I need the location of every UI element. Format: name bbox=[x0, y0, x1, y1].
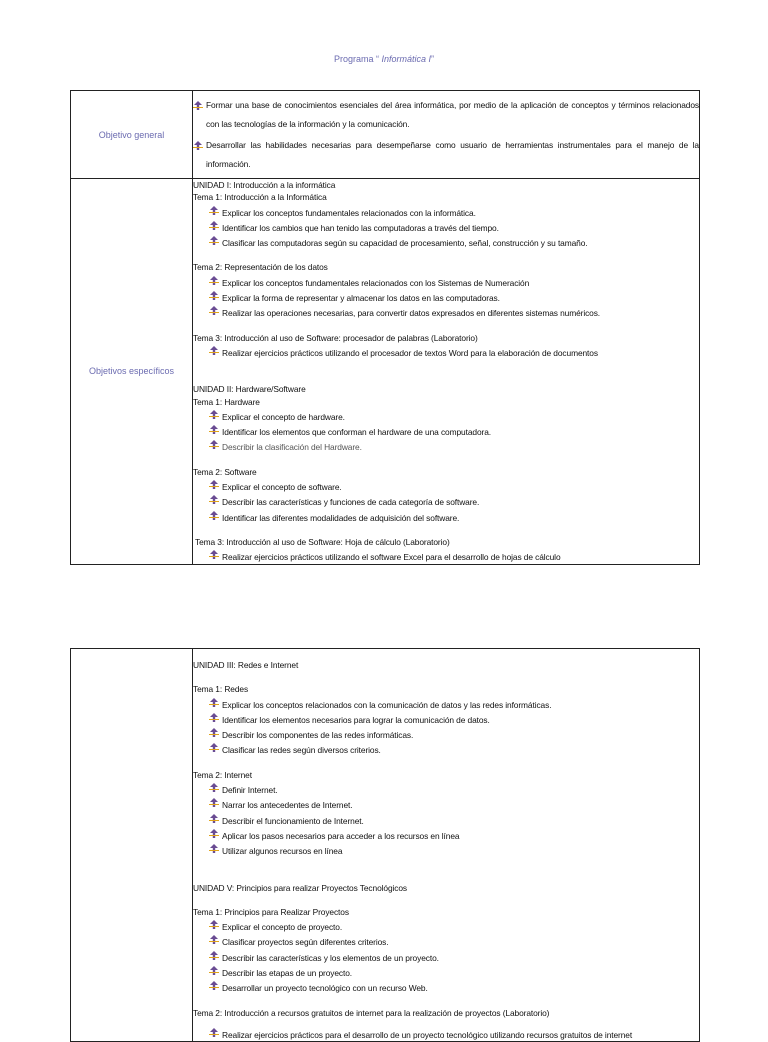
arrow-bullet-icon bbox=[209, 812, 222, 824]
arrow-bullet-icon bbox=[209, 493, 222, 505]
arrow-bullet-icon bbox=[209, 827, 222, 839]
list-item: Explicar los conceptos relacionados con la comunicación de datos y las redes informáticas. bbox=[209, 696, 699, 711]
general-objective-label: Objetivo general bbox=[71, 91, 193, 179]
arrow-bullet-icon bbox=[209, 1026, 222, 1038]
arrow-bullet-icon bbox=[209, 344, 222, 356]
topic bbox=[193, 466, 699, 524]
program-title: Informática I bbox=[381, 54, 432, 64]
arrow-bullet-icon bbox=[209, 509, 222, 521]
topic bbox=[193, 332, 699, 360]
arrow-bullet-icon bbox=[209, 204, 222, 216]
list-item: Describir las características y funciones de cada categoría de software. bbox=[209, 493, 699, 508]
list-item: Narrar los antecedentes de Internet. bbox=[209, 796, 699, 811]
arrow-bullet-icon bbox=[209, 478, 222, 490]
list-item: Clasificar proyectos según diferentes criterios. bbox=[209, 933, 699, 948]
arrow-bullet-icon bbox=[209, 741, 222, 753]
list-item: Explicar los conceptos fundamentales relacionados con los Sistemas de Numeración bbox=[209, 274, 699, 289]
arrow-bullet-icon bbox=[209, 711, 222, 723]
topic-title: Tema 2: Software bbox=[193, 466, 257, 477]
topic-title: Tema 1: Hardware bbox=[193, 396, 260, 407]
page-header bbox=[0, 54, 768, 64]
arrow-bullet-icon bbox=[209, 918, 222, 930]
arrow-bullet-icon bbox=[209, 438, 222, 450]
list-item: Explicar los conceptos fundamentales relacionados con la informática. bbox=[209, 204, 699, 219]
list-item: Describir las características y los elementos de un proyecto. bbox=[209, 949, 699, 964]
arrow-bullet-icon bbox=[209, 696, 222, 708]
list-item: Desarrollar un proyecto tecnológico con un recurso Web. bbox=[209, 979, 699, 994]
unit-title: UNIDAD III: Redes e Internet bbox=[193, 660, 299, 670]
arrow-bullet-icon bbox=[209, 274, 222, 286]
list-item: Explicar el concepto de software. bbox=[209, 478, 699, 493]
specific-objectives-label: Objetivos específicos bbox=[71, 179, 193, 565]
arrow-bullet-icon bbox=[209, 304, 222, 316]
topic bbox=[193, 683, 699, 756]
list-item: Identificar los cambios que han tenido las computadoras a través del tiempo. bbox=[209, 219, 699, 234]
arrow-bullet-icon bbox=[209, 423, 222, 435]
list-item: Describir las etapas de un proyecto. bbox=[209, 964, 699, 979]
arrow-bullet-icon bbox=[193, 136, 206, 155]
list-item: Realizar ejercicios prácticos para el desarrollo de un proyecto tecnológico utilizando recursos gratuitos de internet bbox=[209, 1026, 699, 1041]
arrow-bullet-icon bbox=[193, 96, 206, 115]
header-suffix: ” bbox=[431, 54, 435, 64]
list-item: Realizar ejercicios prácticos utilizando el software Excel para el desarrollo de hojas de cálculo bbox=[209, 548, 699, 563]
list-item: Realizar ejercicios prácticos utilizando el procesador de textos Word para la elaboración de documentos bbox=[209, 344, 699, 359]
list-item: Explicar el concepto de proyecto. bbox=[209, 918, 699, 933]
list-item: Utilizar algunos recursos en línea bbox=[209, 842, 699, 857]
topic-title: Tema 3: Introducción al uso de Software: procesador de palabras (Laboratorio) bbox=[193, 332, 478, 343]
arrow-bullet-icon bbox=[209, 979, 222, 991]
list-item: Formar una base de conocimientos esenciales del área informática, por medio de la aplicación de conceptos y términos relacionados con las tecnologías de la información y la comunicación. bbox=[193, 96, 699, 134]
objectives-table bbox=[70, 90, 700, 565]
topic-title: Tema 2: Internet bbox=[193, 769, 252, 780]
objectives-table-continued bbox=[70, 648, 700, 1042]
arrow-bullet-icon bbox=[209, 964, 222, 976]
unit-title: UNIDAD II: Hardware/Software bbox=[193, 384, 306, 395]
unit-title: UNIDAD I: Introducción a la informática bbox=[193, 180, 336, 190]
label-cell-empty bbox=[71, 649, 193, 1042]
list-item: Definir Internet. bbox=[209, 781, 699, 796]
topic-title: Tema 2: Representación de los datos bbox=[193, 262, 328, 273]
list-item: Aplicar los pasos necesarios para acceder a los recursos en línea bbox=[209, 827, 699, 842]
topic bbox=[193, 396, 699, 454]
arrow-bullet-icon bbox=[209, 949, 222, 961]
unit-title: UNIDAD V: Principios para realizar Proyectos Tecnológicos bbox=[193, 882, 407, 893]
topic bbox=[193, 906, 699, 995]
specific-objectives-cell-continued bbox=[193, 649, 700, 1042]
list-item: Explicar el concepto de hardware. bbox=[209, 408, 699, 423]
list-item: Describir los componentes de las redes informáticas. bbox=[209, 726, 699, 741]
specific-objectives-cell bbox=[193, 179, 700, 565]
list-item: Realizar las operaciones necesarias, para convertir datos expresados en diferentes sistemas numéricos. bbox=[209, 304, 699, 319]
list-item: Clasificar las redes según diversos criterios. bbox=[209, 741, 699, 756]
topic bbox=[193, 536, 699, 564]
topic-title: Tema 1: Introducción a la Informática bbox=[193, 192, 327, 203]
topic-title: Tema 1: Principios para Realizar Proyectos bbox=[193, 906, 349, 917]
list-item: Describir el funcionamiento de Internet. bbox=[209, 812, 699, 827]
arrow-bullet-icon bbox=[209, 781, 222, 793]
topic-title: Tema 1: Redes bbox=[193, 684, 249, 695]
arrow-bullet-icon bbox=[209, 842, 222, 854]
general-objective-cell bbox=[193, 91, 700, 179]
arrow-bullet-icon bbox=[209, 234, 222, 246]
arrow-bullet-icon bbox=[209, 219, 222, 231]
arrow-bullet-icon bbox=[209, 548, 222, 560]
list-item: Clasificar las computadoras según su capacidad de procesamiento, señal, construcción y su tamaño. bbox=[209, 234, 699, 249]
arrow-bullet-icon bbox=[209, 796, 222, 808]
topic-title: Tema 2: Introducción a recursos gratuitos de internet para la realización de proyectos (Laboratorio) bbox=[193, 1007, 550, 1018]
header-prefix: Programa “ bbox=[333, 54, 382, 64]
topic bbox=[193, 191, 699, 249]
list-item: Describir la clasificación del Hardware. bbox=[209, 438, 699, 453]
list-item: Identificar las diferentes modalidades de adquisición del software. bbox=[209, 509, 699, 524]
arrow-bullet-icon bbox=[209, 726, 222, 738]
arrow-bullet-icon bbox=[209, 408, 222, 420]
list-item: Explicar la forma de representar y almacenar los datos en las computadoras. bbox=[209, 289, 699, 304]
arrow-bullet-icon bbox=[209, 933, 222, 945]
list-item: Identificar los elementos que conforman el hardware de una computadora. bbox=[209, 423, 699, 438]
arrow-bullet-icon bbox=[209, 289, 222, 301]
topic bbox=[193, 261, 699, 319]
topic-title: Tema 3: Introducción al uso de Software: Hoja de cálculo (Laboratorio) bbox=[195, 536, 450, 547]
topic bbox=[193, 769, 699, 858]
list-item: Desarrollar las habilidades necesarias para desempeñarse como usuario de herramientas instrumentales para el manejo de la información. bbox=[193, 136, 699, 174]
list-item: Identificar los elementos necesarios para lograr la comunicación de datos. bbox=[209, 711, 699, 726]
